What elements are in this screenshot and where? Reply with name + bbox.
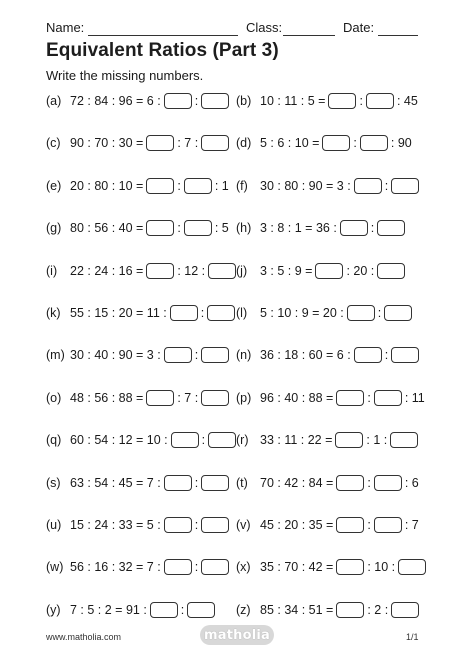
answer-box[interactable]: [374, 475, 402, 491]
answer-box[interactable]: [170, 305, 198, 321]
ratio-equation: [258, 474, 421, 492]
date-label: Date:: [343, 20, 375, 35]
equation-text: 3 : 5 : 9 =: [260, 263, 313, 278]
answer-box[interactable]: [336, 517, 364, 533]
equation-text: : 45: [396, 94, 418, 108]
footer-url: www.matholia.com: [46, 632, 122, 642]
problem-label: (b): [236, 94, 252, 108]
equation-text: 70 : 42 : 84 =: [260, 475, 334, 490]
equation-text: 48 : 56 : 88 =: [70, 390, 144, 405]
ratio-equation: [68, 558, 230, 576]
problem-label: (d): [236, 136, 252, 151]
ratio-equation: [258, 558, 427, 576]
equation-text: :: [201, 433, 206, 448]
answer-box[interactable]: [390, 432, 418, 448]
equation-text: : 5: [214, 221, 229, 236]
equation-text: 30 : 80 : 90 = 3 :: [260, 178, 351, 193]
equation-text: 60 : 54 : 12 = 10 :: [70, 433, 168, 448]
equation-text: 90 : 70 : 30 =: [70, 136, 144, 151]
answer-box[interactable]: [322, 135, 350, 151]
page-title: Equivalent Ratios (Part 3): [46, 40, 279, 61]
ratio-equation: [68, 431, 237, 449]
equation-text: 5 : 10 : 9 = 20 :: [260, 306, 344, 320]
answer-box[interactable]: [201, 347, 229, 363]
equation-text: :: [384, 348, 389, 363]
problem-label: (k): [46, 306, 61, 320]
ratio-equation: [258, 431, 419, 449]
equation-text: 33 : 11 : 22 =: [260, 433, 333, 448]
answer-box[interactable]: [336, 390, 364, 406]
answer-box[interactable]: [207, 305, 235, 321]
problem-label: (w): [46, 560, 64, 575]
equation-text: 30 : 40 : 90 = 3 :: [70, 348, 161, 363]
equation-text: :: [177, 178, 181, 193]
equation-text: : 7 :: [177, 136, 199, 151]
answer-box[interactable]: [377, 220, 405, 236]
ratio-equation: [258, 304, 413, 322]
ratio-equation: [258, 601, 420, 619]
equation-text: :: [200, 306, 205, 320]
answer-box[interactable]: [347, 305, 375, 321]
equation-text: 80 : 56 : 40 =: [70, 221, 144, 236]
answer-box[interactable]: [328, 93, 356, 109]
problem-label: (v): [236, 518, 251, 532]
answer-box[interactable]: [201, 135, 229, 151]
name-field[interactable]: [88, 35, 238, 36]
answer-box[interactable]: [146, 220, 174, 236]
equation-text: 3 : 8 : 1 = 36 :: [260, 221, 337, 236]
answer-box[interactable]: [187, 602, 215, 618]
equation-text: : 90: [390, 136, 412, 151]
ratio-equation: [258, 177, 420, 195]
equation-text: :: [177, 221, 181, 236]
ratio-equation: [258, 262, 406, 280]
equation-text: : 2 :: [367, 602, 389, 617]
equation-text: 63 : 54 : 45 = 7 :: [70, 475, 161, 490]
equation-text: : 10 :: [367, 560, 396, 575]
page-number: 1/1: [406, 632, 419, 642]
answer-box[interactable]: [201, 93, 229, 109]
answer-box[interactable]: [374, 517, 402, 533]
problem-label: (e): [46, 178, 62, 193]
answer-box[interactable]: [201, 517, 229, 533]
problem-label: (a): [46, 94, 62, 108]
equation-text: :: [194, 475, 199, 490]
problem-label: (c): [46, 136, 61, 151]
equation-text: : 7 :: [177, 390, 199, 405]
problem-label: (h): [236, 221, 252, 236]
answer-box[interactable]: [146, 178, 174, 194]
problem-label: (f): [236, 178, 248, 193]
date-field[interactable]: [378, 35, 418, 36]
answer-box[interactable]: [384, 305, 412, 321]
ratio-equation: [68, 134, 230, 152]
equation-text: 10 : 11 : 5 =: [260, 94, 326, 108]
equation-text: 85 : 34 : 51 =: [260, 602, 334, 617]
problem-label: (s): [46, 475, 61, 490]
equation-text: : 1 :: [366, 433, 388, 448]
answer-box[interactable]: [374, 390, 402, 406]
ratio-equation: [68, 177, 231, 195]
equation-text: :: [194, 94, 199, 108]
answer-box[interactable]: [360, 135, 388, 151]
answer-box[interactable]: [391, 347, 419, 363]
answer-box[interactable]: [208, 432, 236, 448]
answer-box[interactable]: [208, 263, 236, 279]
problem-label: (z): [236, 602, 251, 617]
equation-text: :: [367, 518, 371, 532]
ratio-equation: [258, 516, 421, 534]
problem-label: (l): [236, 306, 248, 320]
problem-label: (u): [46, 518, 62, 532]
answer-box[interactable]: [201, 475, 229, 491]
answer-box[interactable]: [201, 390, 229, 406]
ratio-equation: [68, 474, 230, 492]
ratio-equation: [68, 601, 216, 619]
answer-box[interactable]: [340, 220, 368, 236]
equation-text: :: [359, 94, 363, 108]
answer-box[interactable]: [146, 390, 174, 406]
equation-text: 35 : 70 : 42 =: [260, 560, 334, 575]
answer-box[interactable]: [146, 135, 174, 151]
ratio-equation: [68, 346, 230, 364]
equation-text: :: [377, 306, 382, 320]
instructions: Write the missing numbers.: [46, 68, 204, 83]
problem-label: (q): [46, 433, 62, 448]
answer-box[interactable]: [201, 559, 229, 575]
ratio-equation: [258, 346, 420, 364]
equation-text: 7 : 5 : 2 = 91 :: [70, 602, 147, 617]
problem-label: (y): [46, 602, 61, 617]
answer-box[interactable]: [184, 220, 212, 236]
problem-label: (t): [236, 475, 248, 490]
problem-label: (i): [46, 263, 58, 278]
problem-label: (m): [46, 348, 65, 363]
equation-text: 20 : 80 : 10 =: [70, 178, 144, 193]
ratio-equation: [68, 304, 236, 322]
equation-text: : 11: [404, 390, 425, 405]
answer-box[interactable]: [366, 93, 394, 109]
equation-text: 72 : 84 : 96 = 6 :: [70, 94, 161, 108]
equation-text: :: [370, 221, 375, 236]
answer-box[interactable]: [398, 559, 426, 575]
answer-box[interactable]: [184, 178, 212, 194]
equation-text: :: [180, 602, 185, 617]
equation-text: 56 : 16 : 32 = 7 :: [70, 560, 161, 575]
equation-text: : 20 :: [346, 263, 375, 278]
ratio-equation: [258, 389, 427, 407]
ratio-equation: [258, 134, 414, 152]
answer-box[interactable]: [164, 93, 192, 109]
equation-text: :: [194, 518, 199, 532]
equation-text: : 12 :: [177, 263, 206, 278]
answer-box[interactable]: [146, 263, 174, 279]
ratio-equation: [68, 219, 231, 237]
equation-text: 55 : 15 : 20 = 11 :: [70, 306, 167, 320]
problem-label: (r): [236, 433, 249, 448]
equation-text: :: [194, 560, 199, 575]
problem-label: (p): [236, 390, 252, 405]
equation-text: : 1: [214, 178, 229, 193]
ratio-equation: [258, 219, 406, 237]
answer-box[interactable]: [391, 602, 419, 618]
problem-label: (n): [236, 348, 252, 363]
answer-box[interactable]: [336, 559, 364, 575]
equation-text: :: [367, 390, 371, 405]
answer-box[interactable]: [164, 517, 192, 533]
problem-label: (x): [236, 560, 251, 575]
answer-box[interactable]: [391, 178, 419, 194]
matholia-logo: matholia: [200, 625, 274, 645]
equation-text: 45 : 20 : 35 =: [260, 518, 334, 532]
class-field[interactable]: [283, 35, 335, 36]
answer-box[interactable]: [164, 475, 192, 491]
equation-text: : 6: [404, 475, 419, 490]
equation-text: :: [384, 178, 389, 193]
equation-text: :: [194, 348, 199, 363]
answer-box[interactable]: [336, 475, 364, 491]
answer-box[interactable]: [171, 432, 199, 448]
name-label: Name:: [46, 20, 85, 35]
equation-text: 96 : 40 : 88 =: [260, 390, 334, 405]
equation-text: :: [367, 475, 371, 490]
answer-box[interactable]: [354, 347, 382, 363]
equation-text: 15 : 24 : 33 = 5 :: [70, 518, 161, 532]
answer-box[interactable]: [164, 559, 192, 575]
answer-box[interactable]: [336, 602, 364, 618]
ratio-equation: [68, 262, 237, 280]
class-label: Class:: [246, 20, 283, 35]
equation-text: 5 : 6 : 10 =: [260, 136, 320, 151]
equation-text: 22 : 24 : 16 =: [70, 263, 144, 278]
problem-label: (o): [46, 390, 62, 405]
problem-label: (j): [236, 263, 248, 278]
answer-box[interactable]: [150, 602, 178, 618]
answer-box[interactable]: [164, 347, 192, 363]
problem-label: (g): [46, 221, 62, 236]
ratio-equation: [68, 389, 230, 407]
equation-text: : 7: [404, 518, 419, 532]
answer-box[interactable]: [335, 432, 363, 448]
ratio-equation: [68, 92, 230, 110]
answer-box[interactable]: [377, 263, 405, 279]
equation-text: 36 : 18 : 60 = 6 :: [260, 348, 351, 363]
ratio-equation: [258, 92, 420, 110]
answer-box[interactable]: [354, 178, 382, 194]
equation-text: :: [353, 136, 357, 151]
answer-box[interactable]: [315, 263, 343, 279]
ratio-equation: [68, 516, 230, 534]
